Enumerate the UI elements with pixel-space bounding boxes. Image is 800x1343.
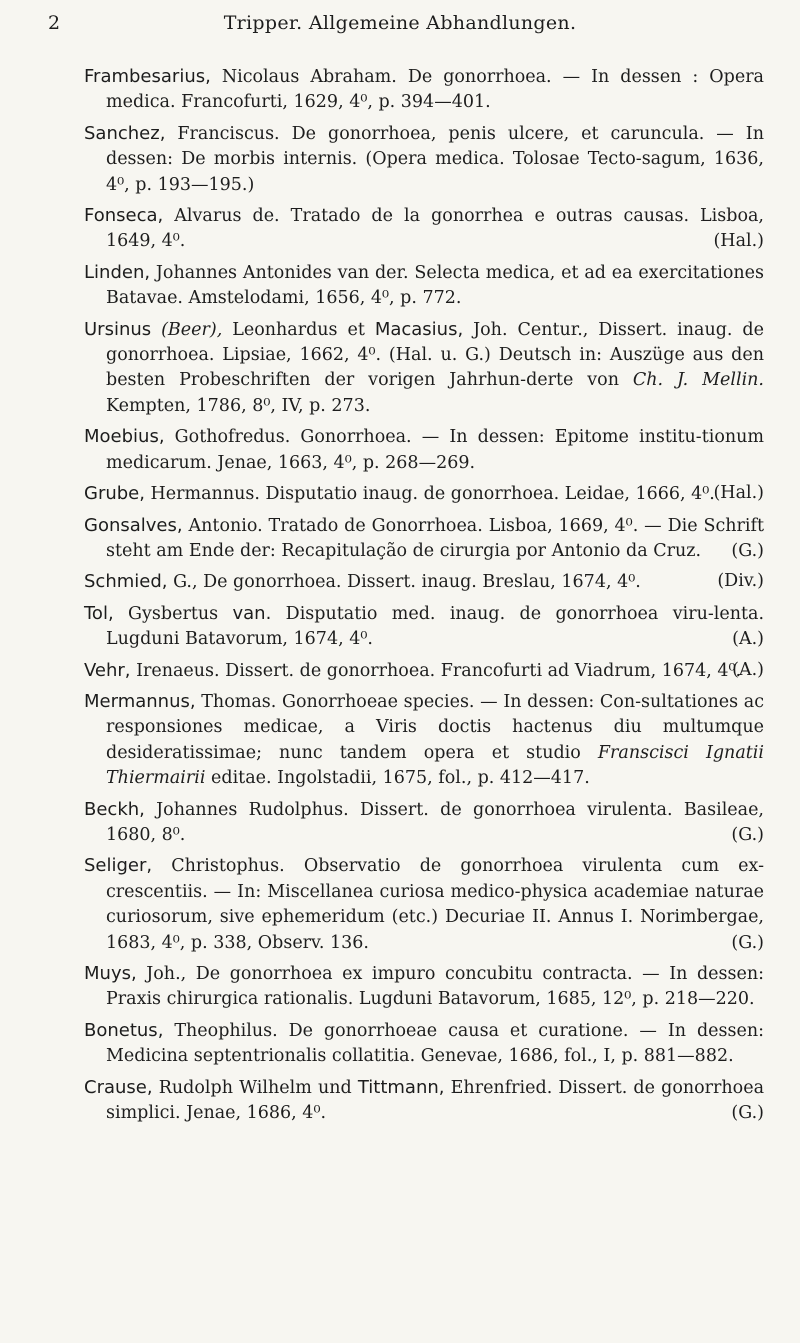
entry-author-name: Seliger,: [84, 855, 153, 877]
bibliography-entry: [84, 317, 764, 420]
entry-author-name: Beckh,: [84, 798, 145, 820]
bibliography-entry: [84, 658, 764, 684]
entry-author-name: Gonsalves,: [84, 514, 183, 536]
entry-text: Gothofredus. Gonorrhoea. — In dessen: Epitome institu-tionum medicarum. Jenae, 1663, 4⁰, p. 268—269.: [106, 427, 764, 473]
library-siglum: (A.): [732, 629, 764, 650]
entry-text: Irenaeus. Dissert. de gonorrhoea. Francofurti ad Viadrum, 1674, 4⁰.: [130, 660, 742, 681]
entry-author-name: Muys,: [84, 963, 137, 984]
entry-text: Franciscus. De gonorrhoea, penis ulcere, et caruncula. — In dessen: De morbis internis. (Opera medica. Tolosae Tecto-sagum, 1636, 4⁰, p. 193—195.): [106, 123, 764, 195]
page-number: 2: [48, 12, 61, 34]
entry-text: Disputatio med. inaug. de gonorrhoea viru-lenta. Lugduni Batavorum, 1674, 4⁰.: [106, 603, 765, 650]
library-siglum: (A.): [732, 659, 764, 680]
bibliography-entry: [84, 1075, 764, 1127]
entry-text: G., De gonorrhoea. Dissert. inaug. Breslau, 1674, 4⁰.: [167, 572, 641, 593]
bibliography-entry: [84, 481, 764, 507]
entry-text: Joh., De gonorrhoea ex impuro concubitu contracta. — In dessen: Praxis chirurgica rationalis. Lugduni Batavorum, 1685, 12⁰, p. 218—220.: [106, 964, 764, 1010]
entry-author-name: Sanchez,: [84, 122, 166, 144]
bibliography-entry: [84, 797, 764, 849]
entry-author-name: Vehr,: [84, 659, 131, 681]
entry-text: Rudolph Wilhelm und: [152, 1077, 358, 1098]
bibliography-entry: [84, 961, 764, 1013]
entry-text: Nicolaus Abraham. De gonorrhoea. — In dessen : Opera medica. Francofurti, 1629, 4⁰, p. 394—401.: [106, 67, 764, 113]
entry-text: Kempten, 1786, 8⁰, IV, p. 273.: [106, 395, 371, 416]
bibliography-entry: [84, 260, 764, 312]
entry-text: editae. Ingolstadii, 1675, fol., p. 412—417.: [205, 768, 590, 789]
bibliography-entry: [84, 853, 764, 956]
bibliography-entry: [84, 689, 764, 792]
bibliography-entry: [84, 601, 764, 653]
entry-text: Johannes Antonides van der. Selecta medica, et ad ea exercitationes Batavae. Amstelodami, 1656, 4⁰, p. 772.: [106, 262, 764, 309]
library-siglum: (Div.): [717, 571, 764, 592]
library-siglum: (Hal.): [713, 483, 764, 504]
bibliography-entry: [84, 64, 764, 116]
bibliography-entry: [84, 513, 764, 565]
entry-coauthor-name: Tittmann,: [357, 1076, 445, 1098]
entry-text: Thomas. Gonorrhoeae species. — In dessen: Con-sultationes ac responsiones medicae, a Viris doctis hactenus diu multumque desideratissimae; nunc tandem opera et studio: [106, 691, 764, 763]
entry-alias: (Beer),: [161, 319, 223, 340]
bibliography-entry: [84, 203, 764, 255]
entry-coauthor-name: Macasius,: [374, 318, 464, 340]
entry-author-name: Crause,: [84, 1076, 153, 1098]
entry-text: Ehrenfried. Dissert. de gonorrhoea simplici. Jenae, 1686, 4⁰.: [106, 1077, 764, 1124]
entry-author-name: Ursinus: [84, 318, 152, 340]
entry-text: Leonhardus et: [222, 319, 375, 340]
entry-author-name: Fonseca,: [84, 205, 164, 227]
entry-text: Hermannus. Disputatio inaug. de gonorrhoea. Leidae, 1666, 4⁰.: [144, 484, 715, 505]
entry-text: Johannes Rudolphus. Dissert. de gonorrhoea virulenta. Basileae, 1680, 8⁰.: [106, 799, 764, 845]
bibliography-list: [84, 64, 764, 1131]
bibliography-entry: [84, 121, 764, 198]
entry-text: Joh. Centur., Dissert. inaug. de gonorrhoea. Lipsiae, 1662, 4⁰. (Hal. u. G.) Deutsch in: Auszüge aus den besten Probeschriften der vorigen Jahrhun-derte von: [106, 319, 764, 391]
library-siglum: (G.): [731, 824, 764, 845]
entry-author-name: Schmied,: [84, 571, 168, 593]
entry-author-name: Tol,: [84, 602, 114, 624]
entry-author-name: Frambesarius,: [84, 66, 211, 87]
entry-name-particle: van.: [232, 602, 272, 624]
entry-text: Alvarus de. Tratado de la gonorrhea e outras causas. Lisboa, 1649, 4⁰.: [106, 206, 764, 252]
entry-author-name: Grube,: [84, 483, 145, 505]
library-siglum: (G.): [731, 1103, 764, 1124]
bibliography-entry: [84, 424, 764, 476]
entry-editor: Ch. J. Mellin.: [632, 370, 764, 391]
entry-text: Gysbertus: [113, 603, 233, 624]
running-header: [48, 8, 752, 42]
library-siglum: (G.): [731, 540, 764, 561]
library-siglum: (Hal.): [713, 231, 764, 252]
entry-editor: Franscisci Ignatii Thiermairii: [106, 742, 764, 789]
entry-author-name: Moebius,: [84, 426, 165, 448]
bibliography-entry: [84, 1018, 764, 1070]
entry-text: Antonio. Tratado de Gonorrhoea. Lisboa, 1669, 4⁰. — Die Schrift steht am Ende der: Recapitulação de cirurgia por Antonio da Cruz.: [106, 515, 764, 561]
entry-text: Christophus. Observatio de gonorrhoea virulenta cum ex-crescentiis. — In: Miscellanea curiosa medico-physica academiae naturae curiosorum, sive ephemeridum (etc.) Decuriae II. Annus I. Norimbergae, 1683, 4⁰, p. 338, Observ. 136.: [106, 856, 764, 953]
running-title: Tripper. Allgemeine Abhandlungen.: [223, 12, 577, 34]
bibliography-entry: [84, 569, 764, 595]
library-siglum: (G.): [731, 932, 764, 953]
entry-author-name: Linden,: [84, 261, 151, 283]
entry-author-name: Bonetus,: [84, 1019, 164, 1041]
entry-text: Theophilus. De gonorrhoeae causa et curatione. — In dessen: Medicina septentrionalis collatitia. Genevae, 1686, fol., I, p. 881—882.: [106, 1020, 764, 1067]
entry-author-name: Mermannus,: [84, 690, 196, 712]
